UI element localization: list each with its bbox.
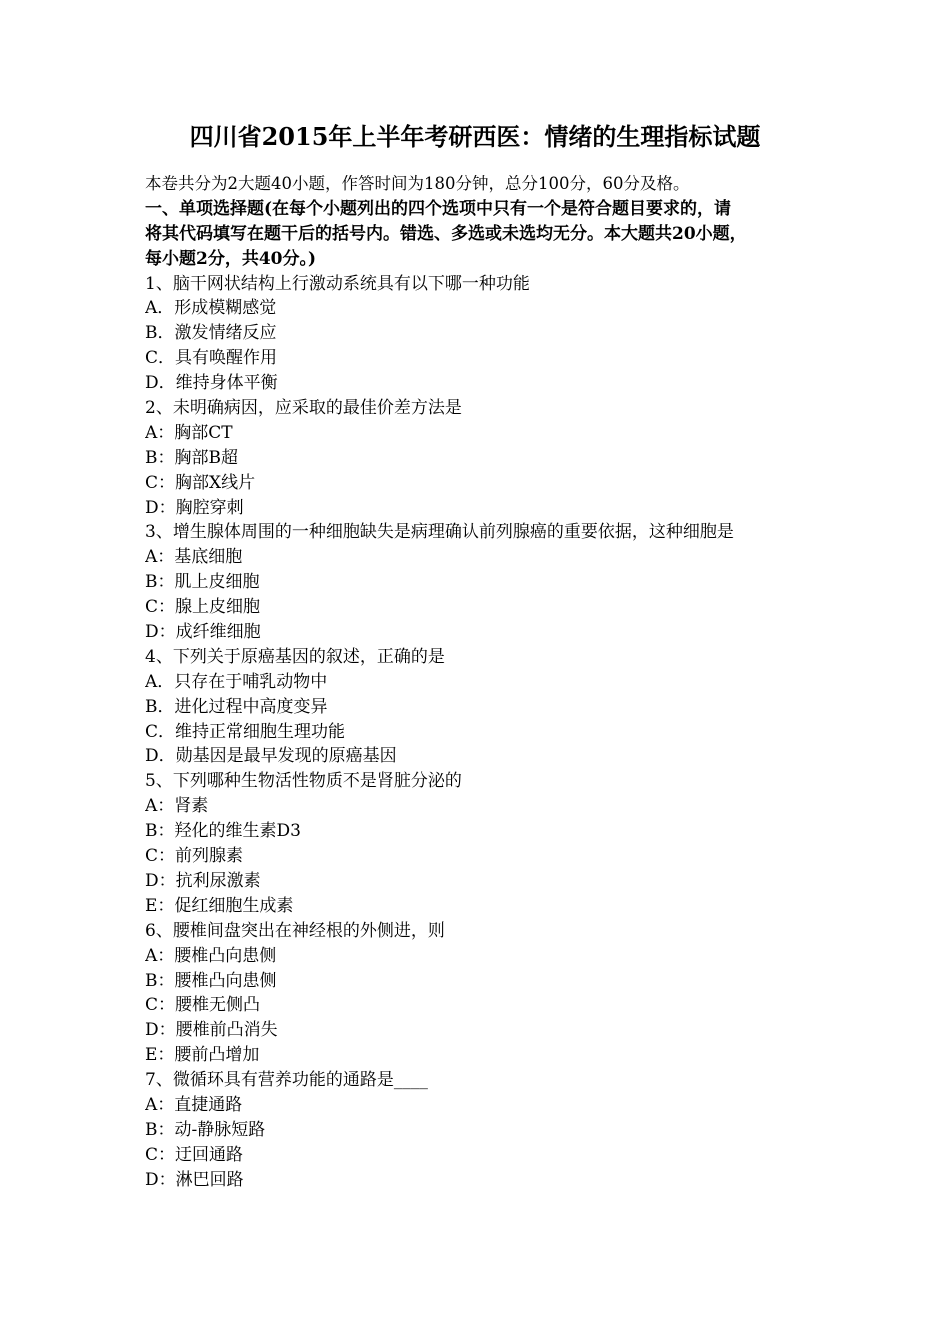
question-stem: 1、脑干网状结构上行激动系统具有以下哪一种功能 <box>145 273 530 294</box>
answer-option: B．激发情绪反应 <box>145 323 277 344</box>
answer-option: A：胸部CT <box>145 422 233 443</box>
answer-option: A．只存在于哺乳动物中 <box>145 671 328 692</box>
question-1 <box>145 272 815 396</box>
question-stem: 3、增生腺体周围的一种细胞缺失是病理确认前列腺癌的重要依据，这种细胞是 <box>145 522 734 543</box>
section-header-line: 一、单项选择题(在每个小题列出的四个选项中只有一个是符合题目要求的，请 <box>145 198 732 219</box>
answer-option: C：胸部X线片 <box>145 472 256 493</box>
answer-option: A．形成模糊感觉 <box>145 298 277 319</box>
answer-option: D：淋巴回路 <box>145 1169 244 1190</box>
answer-option: D．维持身体平衡 <box>145 373 278 394</box>
answer-option: B：腰椎凸向患侧 <box>145 970 277 991</box>
answer-option: B．进化过程中高度变异 <box>145 696 328 717</box>
answer-option: D：抗利尿激素 <box>145 870 261 891</box>
document-title: 四川省2015年上半年考研西医：情绪的生理指标试题 <box>189 122 761 151</box>
answer-option: A：基底细胞 <box>145 547 243 568</box>
question-7 <box>145 1068 815 1192</box>
answer-option: A：直捷通路 <box>145 1094 243 1115</box>
answer-option: A：腰椎凸向患侧 <box>145 945 277 966</box>
section-header-line: 将其代码填写在题干后的括号内。错选、多选或未选均无分。本大题共20小题， <box>145 223 747 244</box>
answer-option: C：腰椎无侧凸 <box>145 995 261 1016</box>
answer-option: D：成纤维细胞 <box>145 622 261 643</box>
answer-option: E：腰前凸增加 <box>145 1045 260 1066</box>
question-stem: 4、下列关于原癌基因的叙述，正确的是 <box>145 646 445 667</box>
question-stem: 7、微循环具有营养功能的通路是____ <box>145 1070 428 1091</box>
answer-option: C：前列腺素 <box>145 846 244 867</box>
question-5 <box>145 769 815 918</box>
answer-option: A：肾素 <box>145 796 209 817</box>
question-4 <box>145 645 815 769</box>
answer-option: D：胸腔穿刺 <box>145 497 244 518</box>
section-header <box>145 197 815 272</box>
answer-option: D：腰椎前凸消失 <box>145 1020 278 1041</box>
answer-option: C：腺上皮细胞 <box>145 597 261 618</box>
question-stem: 6、腰椎间盘突出在神经根的外侧进，则 <box>145 920 445 941</box>
question-2 <box>145 396 815 520</box>
answer-option: B：胸部B超 <box>145 447 238 468</box>
question-stem: 2、未明确病因，应采取的最佳价差方法是 <box>145 398 462 419</box>
question-6 <box>145 919 815 1068</box>
document-body <box>145 172 815 1193</box>
answer-option: D．勋基因是最早发现的原癌基因 <box>145 746 397 767</box>
exam-intro: 本卷共分为2大题40小题，作答时间为180分钟，总分100分，60分及格。 <box>145 174 690 193</box>
answer-option: B：羟化的维生素D3 <box>145 821 301 842</box>
answer-option: B：肌上皮细胞 <box>145 572 260 593</box>
question-3 <box>145 520 815 644</box>
section-header-line: 每小题2分，共40分。) <box>145 248 317 269</box>
answer-option: B：动-静脉短路 <box>145 1119 266 1140</box>
answer-option: C．维持正常细胞生理功能 <box>145 721 346 742</box>
answer-option: C．具有唤醒作用 <box>145 348 278 369</box>
question-list <box>145 272 815 1193</box>
answer-option: C：迂回通路 <box>145 1144 244 1165</box>
answer-option: E：促红细胞生成素 <box>145 895 294 916</box>
question-stem: 5、下列哪种生物活性物质不是肾脏分泌的 <box>145 771 462 792</box>
